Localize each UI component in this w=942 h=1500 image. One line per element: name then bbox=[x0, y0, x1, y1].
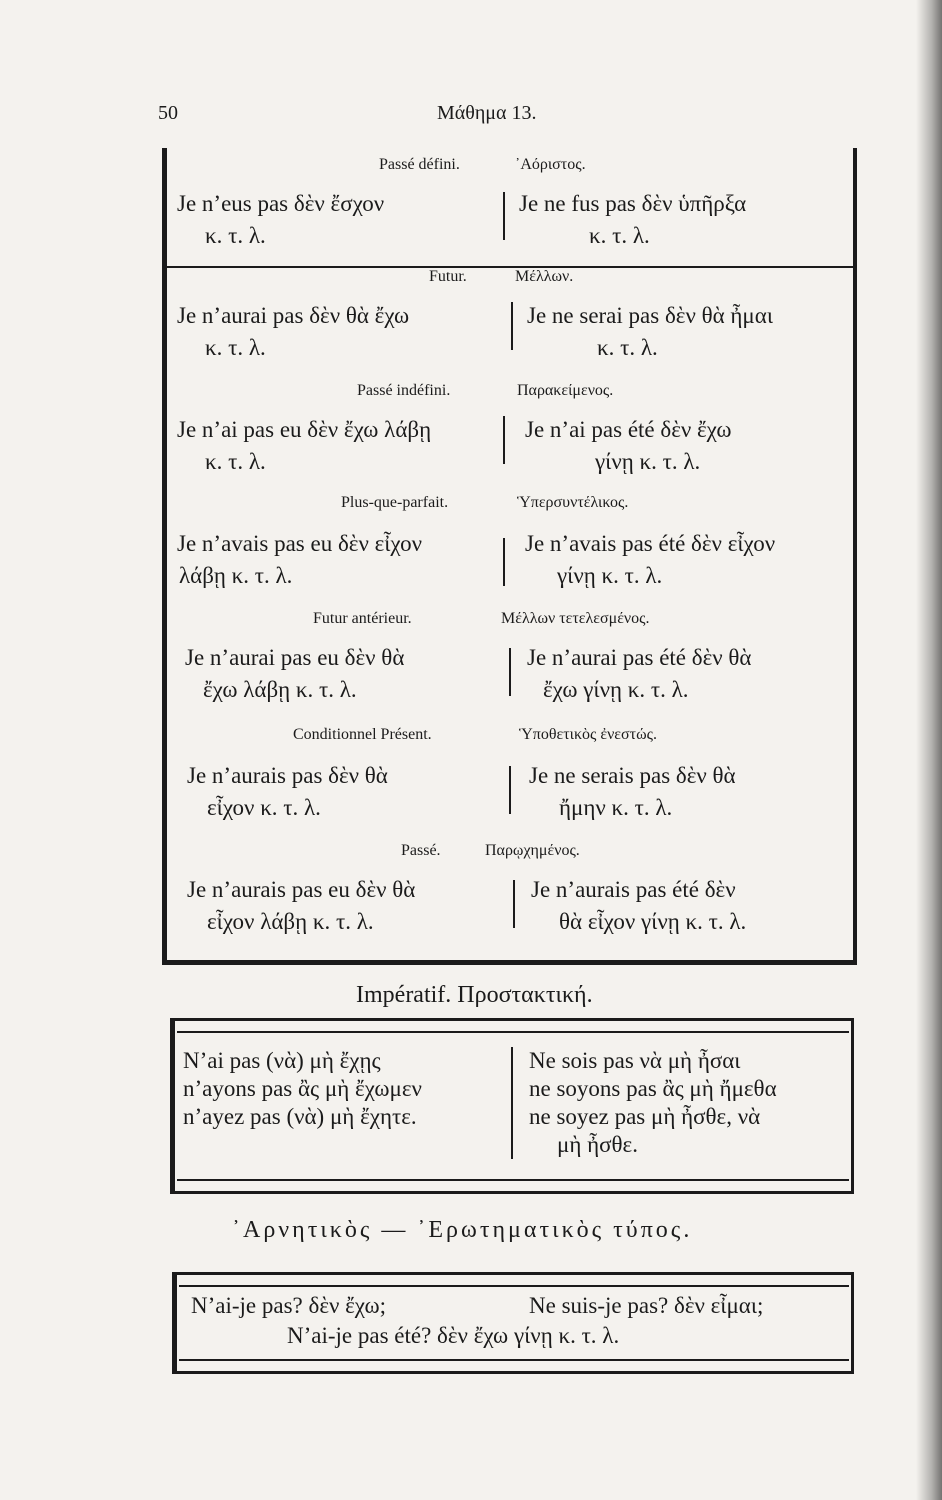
left-conjugation bbox=[187, 760, 388, 824]
right-conjugation bbox=[527, 300, 773, 364]
line-1: Je n’aurais pas eu δὲν θὰ bbox=[187, 877, 416, 902]
imperative-line: n’ayons pas ἂς μὴ ἔχωμεν bbox=[183, 1076, 422, 1101]
line-2: ἔχω γίνῃ κ. τ. λ. bbox=[543, 677, 689, 702]
left-conjugation bbox=[177, 300, 409, 364]
line-1: Je n’avais pas eu δὲν εἶχον bbox=[177, 531, 423, 556]
line-1: Je n’aurai pas δὲν θὰ ἔχω bbox=[177, 303, 410, 328]
right-conjugation bbox=[525, 528, 775, 592]
line-1: Je ne serais pas δὲν θὰ bbox=[529, 763, 736, 788]
line-2: θὰ εἶχον γίνῃ κ. τ. λ. bbox=[559, 909, 747, 934]
running-title: Μάθημα 13. bbox=[437, 102, 537, 124]
tense-label-gr: Μέλλων. bbox=[515, 268, 574, 285]
column-divider bbox=[503, 416, 505, 464]
left-conjugation bbox=[177, 528, 422, 592]
line-2: ἔχω λάβῃ κ. τ. λ. bbox=[203, 677, 357, 702]
right-conjugation bbox=[527, 642, 751, 706]
tense-label-gr: Μέλλων τετελεσμένος. bbox=[501, 610, 650, 627]
imperative-line: ne soyez pas μὴ ἦσθε, νὰ bbox=[529, 1104, 761, 1129]
line-1: Je n’eus pas δὲν ἔσχον bbox=[177, 191, 385, 216]
tense-label-fr: Passé défini. bbox=[379, 156, 460, 173]
tense-label-gr: Ὑποθετικὸς ἐνεστώς. bbox=[519, 726, 657, 743]
line-2: ἤμην κ. τ. λ. bbox=[559, 795, 673, 820]
line-1: Je n’aurais pas δὲν θὰ bbox=[187, 763, 388, 788]
left-conjugation bbox=[185, 642, 404, 706]
page-number: 50 bbox=[158, 102, 178, 124]
tense-label-fr: Conditionnel Présent. bbox=[293, 726, 432, 743]
tense-label-fr: Passé indéfini. bbox=[357, 382, 451, 399]
line-2: κ. τ. λ. bbox=[205, 335, 266, 360]
imperative-box bbox=[170, 1018, 854, 1194]
section-divider bbox=[167, 266, 853, 268]
imperative-line: N’ai pas (νὰ) μὴ ἔχῃς bbox=[183, 1048, 381, 1073]
tense-label-fr: Futur. bbox=[429, 268, 467, 285]
line-2: γίνῃ κ. τ. λ. bbox=[595, 449, 701, 474]
inner-rule bbox=[177, 1031, 849, 1033]
right-conjugation bbox=[531, 874, 746, 938]
page-edge-shadow bbox=[916, 0, 942, 1500]
conjugation-table bbox=[162, 148, 857, 965]
neg-have-been-line: N’ai-je pas été? δὲν ἔχω γίνῃ κ. τ. λ. bbox=[287, 1323, 620, 1348]
column-divider bbox=[503, 538, 505, 586]
column-divider bbox=[509, 766, 511, 814]
line-1: Je n’aurai pas eu δὲν θὰ bbox=[185, 645, 405, 670]
line-2: κ. τ. λ. bbox=[589, 223, 650, 248]
right-conjugation bbox=[519, 188, 746, 252]
line-2: εἶχον λάβῃ κ. τ. λ. bbox=[207, 909, 374, 934]
neg-have-line: N’ai-je pas? δὲν ἔχω; bbox=[191, 1293, 387, 1318]
line-1: Je n’aurais pas été δὲν bbox=[531, 877, 736, 902]
left-conjugation bbox=[177, 414, 431, 478]
line-2: κ. τ. λ. bbox=[205, 449, 266, 474]
imperative-line: ne soyons pas ἂς μὴ ἤμεθα bbox=[529, 1076, 777, 1101]
column-divider bbox=[511, 302, 513, 350]
neg-be-line: Ne suis-je pas? δὲν εἶμαι; bbox=[529, 1293, 764, 1318]
right-conjugation bbox=[525, 414, 732, 478]
imperative-title: Impératif. Προστακτική. bbox=[356, 982, 593, 1008]
imperative-have-column bbox=[183, 1047, 422, 1131]
line-1: Je ne serai pas δὲν θὰ ἦμαι bbox=[527, 303, 774, 328]
line-2: λάβῃ κ. τ. λ. bbox=[179, 563, 293, 588]
column-divider bbox=[509, 648, 511, 696]
column-divider bbox=[513, 880, 515, 928]
tense-label-gr: Παρῳχημένος. bbox=[485, 842, 580, 859]
line-2: κ. τ. λ. bbox=[597, 335, 658, 360]
tense-label-gr: ᾿Αόριστος. bbox=[515, 156, 586, 173]
imperative-be-column bbox=[529, 1047, 777, 1159]
column-divider bbox=[511, 1047, 513, 1159]
left-conjugation bbox=[187, 874, 415, 938]
tense-label-fr: Futur antérieur. bbox=[313, 610, 412, 627]
line-2: κ. τ. λ. bbox=[205, 223, 266, 248]
imperative-line: Ne sois pas νὰ μὴ ἦσαι bbox=[529, 1048, 741, 1073]
tense-label-gr: Παρακείμενος. bbox=[517, 382, 614, 399]
inner-rule bbox=[179, 1359, 849, 1361]
negative-interrogative-box bbox=[172, 1272, 854, 1374]
line-1: Je n’ai pas été δὲν ἔχω bbox=[525, 417, 732, 442]
negative-interrogative-title: ᾿Αρνητικὸς — ᾿Ερωτηματικὸς τύπος. bbox=[232, 1217, 693, 1243]
line-1: Je n’avais pas été δὲν εἶχον bbox=[525, 531, 776, 556]
line-1: Je ne fus pas δὲν ὑπῆρξα bbox=[519, 191, 747, 216]
tense-label-fr: Plus-que-parfait. bbox=[341, 494, 449, 511]
line-2: εἶχον κ. τ. λ. bbox=[207, 795, 321, 820]
column-divider bbox=[503, 192, 505, 240]
tense-label-gr: Ὑπερσυντέλικος. bbox=[517, 494, 629, 511]
tense-label-fr: Passé. bbox=[401, 842, 441, 859]
line-1: Je n’aurai pas été δὲν θὰ bbox=[527, 645, 752, 670]
left-conjugation bbox=[177, 188, 384, 252]
line-1: Je n’ai pas eu δὲν ἔχω λάβῃ bbox=[177, 417, 432, 442]
line-2: γίνῃ κ. τ. λ. bbox=[557, 563, 663, 588]
imperative-line: n’ayez pas (νὰ) μὴ ἔχητε. bbox=[183, 1104, 417, 1129]
imperative-line: μὴ ἦσθε. bbox=[557, 1132, 638, 1157]
inner-rule bbox=[177, 1179, 849, 1181]
right-conjugation bbox=[529, 760, 736, 824]
inner-rule bbox=[179, 1285, 849, 1287]
